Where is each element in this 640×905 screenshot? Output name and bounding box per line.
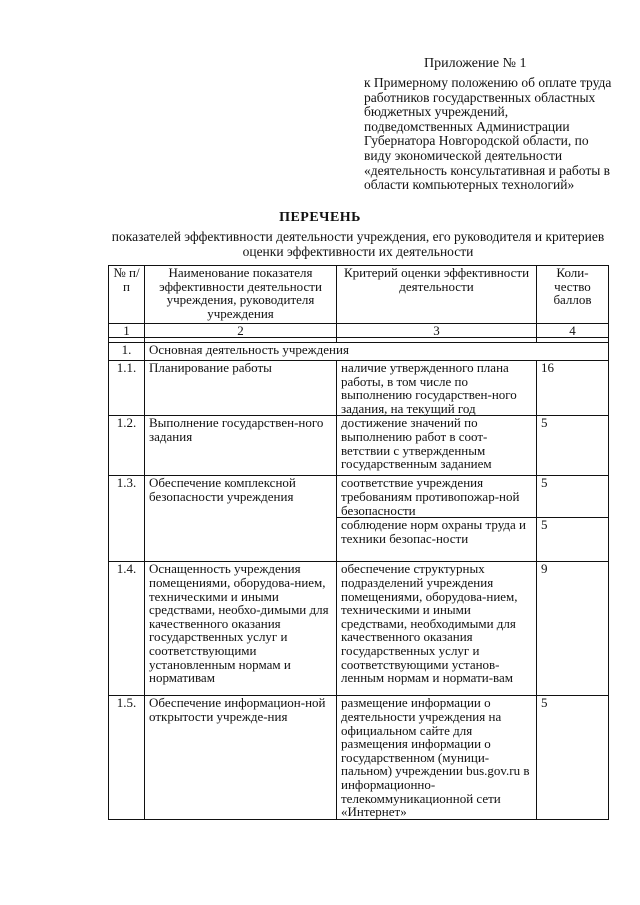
indicators-table: [108, 265, 609, 820]
row-num: 1.5.: [109, 696, 145, 819]
appendix-subtitle: к Примерному положению об оплате труда работников государственных областных бюджетных учреждений, подведомственных Администрации Губернатора Новгородской области, по виду экономической деятельности «деятельность консультативная и работы в области компьютерных технологий»: [364, 75, 612, 193]
table-row: [109, 361, 609, 416]
table-row: [109, 696, 609, 819]
row-criterion: размещение информации о деятельности учреждения на официальном сайте для размещения информации о государственном (муници-пальном) учреждении bus.gov.ru в информационно-телекоммуникационной сети «Интернет»: [337, 696, 537, 819]
section-row: [109, 343, 609, 361]
document-title: ПЕРЕЧЕНЬ: [279, 210, 361, 225]
header-criterion: Критерий оценки эффективности деятельности: [337, 266, 537, 324]
header-num: № п/п: [109, 266, 145, 324]
row-name: Оснащенность учреждения помещениями, оборудова-нием, техническими и иными средствами, необхо-димыми для качественного оказания государственных услуг и соответствующими установленным нормам и нормативам: [145, 562, 337, 696]
row-name: Выполнение государствен-ного задания: [145, 416, 337, 476]
row-criterion: соответствие учреждения требованиям противопожар-ной безопасности: [337, 476, 537, 518]
row-points: 5: [537, 476, 609, 518]
row-points: 5: [537, 696, 609, 819]
row-name: Обеспечение информацион-ной открытости учрежде-ния: [145, 696, 337, 819]
row-criterion: достижение значений по выполнению работ в соот-ветствии с утвержденным государственным заданием: [337, 416, 537, 476]
row-criterion: наличие утвержденного плана работы, в том числе по выполнению государствен-ного задания, на текущий год: [337, 361, 537, 416]
row-points: 16: [537, 361, 609, 416]
row-num: 1.4.: [109, 562, 145, 696]
column-number: 3: [337, 324, 537, 338]
row-points: 5: [537, 518, 609, 562]
row-criterion: соблюдение норм охраны труда и техники безопас-ности: [337, 518, 537, 562]
row-name: Планирование работы: [145, 361, 337, 416]
row-points: 9: [537, 562, 609, 696]
table-row: [109, 562, 609, 696]
document-subtitle: показателей эффективности деятельности учреждения, его руководителя и критериев оценки эффективности их деятельности: [111, 229, 605, 259]
row-points: 5: [537, 416, 609, 476]
table-row: [109, 416, 609, 476]
column-number: 2: [145, 324, 337, 338]
row-num: 1.1.: [109, 361, 145, 416]
appendix-title: Приложение № 1: [424, 56, 527, 71]
table-row: [109, 476, 609, 518]
section-title: Основная деятельность учреждения: [145, 343, 609, 361]
column-number: 1: [109, 324, 145, 338]
column-number: 4: [537, 324, 609, 338]
header-name: Наименование показателя эффективности деятельности учреждения, руководителя учреждения: [145, 266, 337, 324]
table-header-row: [109, 266, 609, 324]
row-num: 1.2.: [109, 416, 145, 476]
section-num: 1.: [109, 343, 145, 361]
column-number-row: [109, 324, 609, 338]
header-points: Коли-чество баллов: [537, 266, 609, 324]
row-criterion: обеспечение структурных подразделений учреждения помещениями, оборудова-нием, техническими и иными средствами, необходимыми для качественного оказания государственных услуг и соответствующими установ-ленным нормам и нормати-вам: [337, 562, 537, 696]
row-name: Обеспечение комплексной безопасности учреждения: [145, 476, 337, 562]
row-num: 1.3.: [109, 476, 145, 562]
